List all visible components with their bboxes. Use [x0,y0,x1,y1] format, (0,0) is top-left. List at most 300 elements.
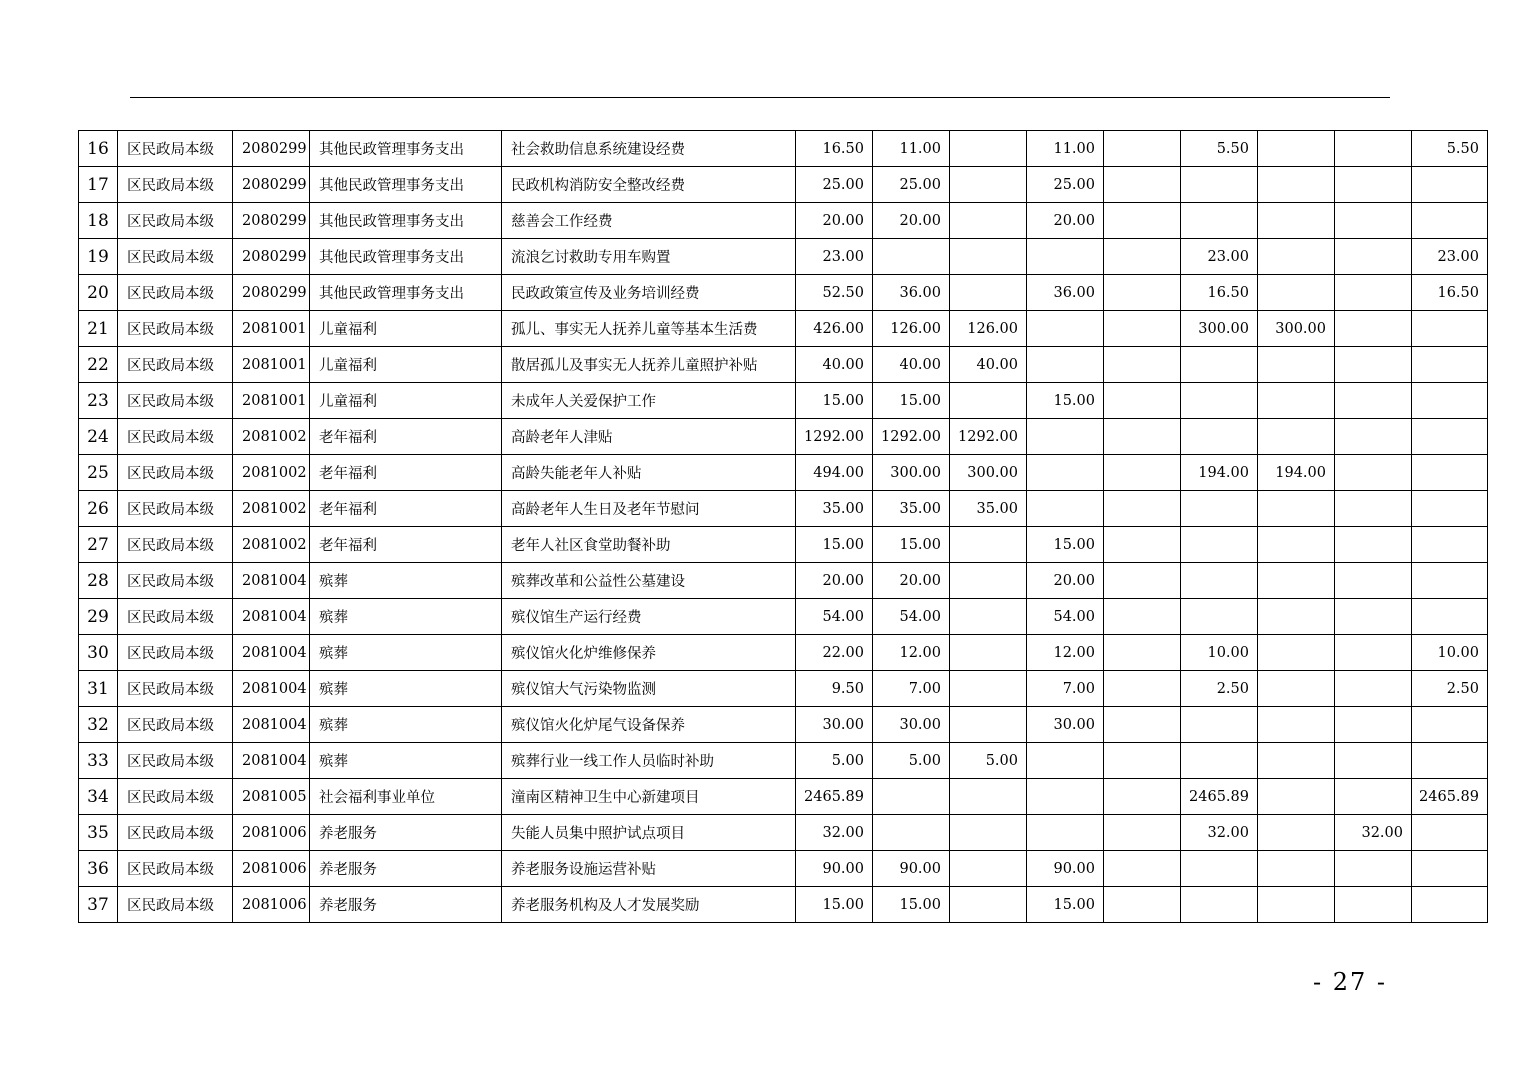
project-name-cell: 流浪乞讨救助专用车购置 [502,239,796,275]
table-row [79,671,1488,707]
function-code-cell: 2081004 [233,707,310,743]
amount-cell-6 [1181,419,1258,455]
project-name-cell: 殡葬行业一线工作人员临时补助 [502,743,796,779]
amount-cell-1: 35.00 [796,491,873,527]
table-row [79,203,1488,239]
project-name-cell: 养老服务机构及人才发展奖励 [502,887,796,923]
amount-cell-7 [1258,851,1335,887]
amount-cell-6: 32.00 [1181,815,1258,851]
category-cell: 养老服务 [310,815,502,851]
unit-cell: 区民政局本级 [118,167,233,203]
amount-cell-2: 54.00 [873,599,950,635]
amount-cell-7 [1258,203,1335,239]
amount-cell-1: 30.00 [796,707,873,743]
amount-cell-9 [1412,563,1488,599]
amount-cell-7 [1258,491,1335,527]
category-cell: 殡葬 [310,743,502,779]
function-code-cell: 2080299 [233,239,310,275]
amount-cell-7 [1258,815,1335,851]
function-code-cell: 2080299 [233,275,310,311]
amount-cell-6 [1181,383,1258,419]
amount-cell-8 [1335,851,1412,887]
unit-cell: 区民政局本级 [118,743,233,779]
row-number: 36 [79,851,118,887]
amount-cell-5 [1104,671,1181,707]
unit-cell: 区民政局本级 [118,131,233,167]
unit-cell: 区民政局本级 [118,527,233,563]
amount-cell-3 [950,131,1027,167]
amount-cell-2: 5.00 [873,743,950,779]
amount-cell-1: 15.00 [796,383,873,419]
amount-cell-2 [873,779,950,815]
amount-cell-6 [1181,203,1258,239]
amount-cell-2: 7.00 [873,671,950,707]
function-code-cell: 2081001 [233,383,310,419]
amount-cell-7 [1258,383,1335,419]
project-name-cell: 慈善会工作经费 [502,203,796,239]
unit-cell: 区民政局本级 [118,455,233,491]
table-row [79,887,1488,923]
amount-cell-6: 10.00 [1181,635,1258,671]
category-cell: 养老服务 [310,851,502,887]
amount-cell-1: 40.00 [796,347,873,383]
amount-cell-7 [1258,707,1335,743]
amount-cell-1: 16.50 [796,131,873,167]
amount-cell-8 [1335,491,1412,527]
amount-cell-4: 90.00 [1027,851,1104,887]
row-number: 19 [79,239,118,275]
amount-cell-5 [1104,707,1181,743]
amount-cell-9 [1412,347,1488,383]
amount-cell-3 [950,599,1027,635]
amount-cell-2: 25.00 [873,167,950,203]
unit-cell: 区民政局本级 [118,383,233,419]
amount-cell-7 [1258,275,1335,311]
function-code-cell: 2081002 [233,527,310,563]
amount-cell-9 [1412,527,1488,563]
unit-cell: 区民政局本级 [118,887,233,923]
function-code-cell: 2081006 [233,887,310,923]
amount-cell-7 [1258,563,1335,599]
project-name-cell: 养老服务设施运营补贴 [502,851,796,887]
amount-cell-2 [873,815,950,851]
amount-cell-9 [1412,815,1488,851]
row-number: 25 [79,455,118,491]
row-number: 27 [79,527,118,563]
amount-cell-6: 300.00 [1181,311,1258,347]
amount-cell-4 [1027,743,1104,779]
amount-cell-8 [1335,203,1412,239]
table-row [79,347,1488,383]
amount-cell-3 [950,203,1027,239]
amount-cell-1: 1292.00 [796,419,873,455]
row-number: 24 [79,419,118,455]
amount-cell-8 [1335,635,1412,671]
amount-cell-4 [1027,419,1104,455]
amount-cell-2: 15.00 [873,527,950,563]
amount-cell-1: 15.00 [796,527,873,563]
amount-cell-5 [1104,563,1181,599]
amount-cell-4: 20.00 [1027,203,1104,239]
table-row [79,167,1488,203]
amount-cell-5 [1104,131,1181,167]
amount-cell-6 [1181,599,1258,635]
budget-table [78,130,1488,923]
amount-cell-1: 52.50 [796,275,873,311]
function-code-cell: 2081004 [233,599,310,635]
amount-cell-5 [1104,779,1181,815]
amount-cell-9 [1412,707,1488,743]
amount-cell-6: 2465.89 [1181,779,1258,815]
category-cell: 殡葬 [310,563,502,599]
unit-cell: 区民政局本级 [118,851,233,887]
row-number: 22 [79,347,118,383]
amount-cell-8 [1335,383,1412,419]
unit-cell: 区民政局本级 [118,779,233,815]
amount-cell-6: 194.00 [1181,455,1258,491]
amount-cell-2: 36.00 [873,275,950,311]
category-cell: 儿童福利 [310,347,502,383]
amount-cell-8 [1335,455,1412,491]
amount-cell-5 [1104,635,1181,671]
amount-cell-4: 15.00 [1027,383,1104,419]
amount-cell-5 [1104,239,1181,275]
amount-cell-3 [950,815,1027,851]
amount-cell-9 [1412,167,1488,203]
amount-cell-1: 20.00 [796,203,873,239]
amount-cell-4: 12.00 [1027,635,1104,671]
project-name-cell: 失能人员集中照护试点项目 [502,815,796,851]
unit-cell: 区民政局本级 [118,671,233,707]
project-name-cell: 社会救助信息系统建设经费 [502,131,796,167]
function-code-cell: 2081004 [233,635,310,671]
category-cell: 殡葬 [310,635,502,671]
amount-cell-1: 5.00 [796,743,873,779]
category-cell: 其他民政管理事务支出 [310,203,502,239]
amount-cell-2: 11.00 [873,131,950,167]
table-row [79,491,1488,527]
amount-cell-1: 32.00 [796,815,873,851]
amount-cell-6: 5.50 [1181,131,1258,167]
category-cell: 儿童福利 [310,383,502,419]
function-code-cell: 2080299 [233,167,310,203]
amount-cell-3 [950,383,1027,419]
row-number: 34 [79,779,118,815]
row-number: 37 [79,887,118,923]
unit-cell: 区民政局本级 [118,203,233,239]
amount-cell-8 [1335,743,1412,779]
table-row [79,131,1488,167]
row-number: 17 [79,167,118,203]
row-number: 33 [79,743,118,779]
row-number: 30 [79,635,118,671]
project-name-cell: 潼南区精神卫生中心新建项目 [502,779,796,815]
amount-cell-5 [1104,419,1181,455]
unit-cell: 区民政局本级 [118,491,233,527]
table-row [79,779,1488,815]
amount-cell-7 [1258,779,1335,815]
amount-cell-7 [1258,527,1335,563]
amount-cell-3: 300.00 [950,455,1027,491]
row-number: 23 [79,383,118,419]
project-name-cell: 殡仪馆生产运行经费 [502,599,796,635]
amount-cell-4 [1027,815,1104,851]
category-cell: 社会福利事业单位 [310,779,502,815]
unit-cell: 区民政局本级 [118,311,233,347]
amount-cell-7 [1258,743,1335,779]
category-cell: 老年福利 [310,527,502,563]
function-code-cell: 2081005 [233,779,310,815]
amount-cell-2: 300.00 [873,455,950,491]
table-row [79,743,1488,779]
category-cell: 殡葬 [310,599,502,635]
function-code-cell: 2080299 [233,131,310,167]
amount-cell-7 [1258,671,1335,707]
amount-cell-6 [1181,527,1258,563]
amount-cell-3 [950,707,1027,743]
unit-cell: 区民政局本级 [118,815,233,851]
row-number: 21 [79,311,118,347]
amount-cell-9 [1412,419,1488,455]
project-name-cell: 老年人社区食堂助餐补助 [502,527,796,563]
function-code-cell: 2081006 [233,851,310,887]
table-body [79,131,1488,923]
project-name-cell: 孤儿、事实无人抚养儿童等基本生活费 [502,311,796,347]
amount-cell-9 [1412,887,1488,923]
amount-cell-8 [1335,419,1412,455]
amount-cell-3 [950,887,1027,923]
amount-cell-5 [1104,203,1181,239]
row-number: 20 [79,275,118,311]
amount-cell-3 [950,563,1027,599]
unit-cell: 区民政局本级 [118,635,233,671]
function-code-cell: 2081004 [233,563,310,599]
category-cell: 养老服务 [310,887,502,923]
amount-cell-7 [1258,887,1335,923]
amount-cell-3 [950,779,1027,815]
amount-cell-9: 16.50 [1412,275,1488,311]
page-number: - 27 - [1312,968,1387,996]
amount-cell-6 [1181,167,1258,203]
amount-cell-2: 15.00 [873,383,950,419]
amount-cell-9 [1412,599,1488,635]
amount-cell-9: 2465.89 [1412,779,1488,815]
row-number: 29 [79,599,118,635]
project-name-cell: 未成年人关爱保护工作 [502,383,796,419]
amount-cell-5 [1104,347,1181,383]
amount-cell-7: 194.00 [1258,455,1335,491]
row-number: 18 [79,203,118,239]
amount-cell-3 [950,851,1027,887]
amount-cell-8 [1335,131,1412,167]
amount-cell-9 [1412,311,1488,347]
project-name-cell: 殡葬改革和公益性公墓建设 [502,563,796,599]
amount-cell-3: 126.00 [950,311,1027,347]
category-cell: 其他民政管理事务支出 [310,275,502,311]
unit-cell: 区民政局本级 [118,707,233,743]
function-code-cell: 2081004 [233,671,310,707]
amount-cell-6 [1181,743,1258,779]
category-cell: 老年福利 [310,419,502,455]
row-number: 28 [79,563,118,599]
amount-cell-3 [950,671,1027,707]
amount-cell-1: 54.00 [796,599,873,635]
amount-cell-9 [1412,851,1488,887]
row-number: 26 [79,491,118,527]
amount-cell-9 [1412,491,1488,527]
row-number: 32 [79,707,118,743]
category-cell: 老年福利 [310,491,502,527]
amount-cell-4: 15.00 [1027,887,1104,923]
row-number: 16 [79,131,118,167]
amount-cell-7: 300.00 [1258,311,1335,347]
amount-cell-6 [1181,707,1258,743]
amount-cell-3 [950,167,1027,203]
function-code-cell: 2081001 [233,347,310,383]
category-cell: 老年福利 [310,455,502,491]
unit-cell: 区民政局本级 [118,563,233,599]
amount-cell-4 [1027,311,1104,347]
amount-cell-2: 1292.00 [873,419,950,455]
unit-cell: 区民政局本级 [118,599,233,635]
project-name-cell: 殡仪馆火化炉维修保养 [502,635,796,671]
amount-cell-4 [1027,779,1104,815]
unit-cell: 区民政局本级 [118,275,233,311]
category-cell: 殡葬 [310,671,502,707]
amount-cell-1: 90.00 [796,851,873,887]
amount-cell-8 [1335,599,1412,635]
amount-cell-5 [1104,743,1181,779]
amount-cell-9 [1412,743,1488,779]
project-name-cell: 殡仪馆大气污染物监测 [502,671,796,707]
amount-cell-5 [1104,851,1181,887]
amount-cell-6 [1181,851,1258,887]
function-code-cell: 2081002 [233,419,310,455]
amount-cell-3: 35.00 [950,491,1027,527]
category-cell: 儿童福利 [310,311,502,347]
table-row [79,851,1488,887]
amount-cell-5 [1104,599,1181,635]
amount-cell-2: 35.00 [873,491,950,527]
table-row [79,707,1488,743]
amount-cell-5 [1104,167,1181,203]
category-cell: 其他民政管理事务支出 [310,239,502,275]
amount-cell-7 [1258,131,1335,167]
amount-cell-7 [1258,167,1335,203]
amount-cell-9 [1412,203,1488,239]
project-name-cell: 高龄老年人生日及老年节慰问 [502,491,796,527]
amount-cell-1: 15.00 [796,887,873,923]
amount-cell-3: 1292.00 [950,419,1027,455]
amount-cell-1: 22.00 [796,635,873,671]
amount-cell-8 [1335,527,1412,563]
amount-cell-3 [950,635,1027,671]
amount-cell-4: 7.00 [1027,671,1104,707]
amount-cell-6 [1181,491,1258,527]
amount-cell-3: 40.00 [950,347,1027,383]
amount-cell-5 [1104,275,1181,311]
amount-cell-9 [1412,383,1488,419]
category-cell: 其他民政管理事务支出 [310,167,502,203]
project-name-cell: 殡仪馆火化炉尾气设备保养 [502,707,796,743]
amount-cell-4 [1027,491,1104,527]
amount-cell-2: 126.00 [873,311,950,347]
amount-cell-8 [1335,239,1412,275]
amount-cell-6 [1181,887,1258,923]
amount-cell-2: 40.00 [873,347,950,383]
table-row [79,419,1488,455]
amount-cell-4 [1027,347,1104,383]
amount-cell-6: 16.50 [1181,275,1258,311]
function-code-cell: 2081004 [233,743,310,779]
unit-cell: 区民政局本级 [118,347,233,383]
amount-cell-4: 36.00 [1027,275,1104,311]
amount-cell-5 [1104,311,1181,347]
amount-cell-1: 23.00 [796,239,873,275]
amount-cell-3 [950,275,1027,311]
amount-cell-4: 15.00 [1027,527,1104,563]
amount-cell-2: 12.00 [873,635,950,671]
amount-cell-8 [1335,275,1412,311]
header-rule [130,97,1390,98]
amount-cell-5 [1104,815,1181,851]
amount-cell-2 [873,239,950,275]
row-number: 35 [79,815,118,851]
amount-cell-7 [1258,419,1335,455]
table-row [79,599,1488,635]
amount-cell-7 [1258,635,1335,671]
amount-cell-4 [1027,455,1104,491]
amount-cell-5 [1104,455,1181,491]
amount-cell-4: 54.00 [1027,599,1104,635]
amount-cell-8 [1335,887,1412,923]
amount-cell-1: 494.00 [796,455,873,491]
amount-cell-6: 2.50 [1181,671,1258,707]
table-row [79,239,1488,275]
table-row [79,563,1488,599]
project-name-cell: 高龄老年人津贴 [502,419,796,455]
amount-cell-9: 10.00 [1412,635,1488,671]
category-cell: 其他民政管理事务支出 [310,131,502,167]
function-code-cell: 2080299 [233,203,310,239]
table-row [79,635,1488,671]
amount-cell-1: 2465.89 [796,779,873,815]
amount-cell-2: 20.00 [873,563,950,599]
function-code-cell: 2081006 [233,815,310,851]
amount-cell-1: 9.50 [796,671,873,707]
amount-cell-2: 20.00 [873,203,950,239]
amount-cell-8 [1335,311,1412,347]
amount-cell-9: 2.50 [1412,671,1488,707]
category-cell: 殡葬 [310,707,502,743]
amount-cell-8 [1335,707,1412,743]
amount-cell-6 [1181,563,1258,599]
table-row [79,527,1488,563]
amount-cell-8 [1335,563,1412,599]
amount-cell-1: 426.00 [796,311,873,347]
amount-cell-4: 30.00 [1027,707,1104,743]
amount-cell-5 [1104,491,1181,527]
table-row [79,311,1488,347]
amount-cell-3: 5.00 [950,743,1027,779]
amount-cell-8 [1335,671,1412,707]
row-number: 31 [79,671,118,707]
amount-cell-4: 11.00 [1027,131,1104,167]
project-name-cell: 散居孤儿及事实无人抚养儿童照护补贴 [502,347,796,383]
amount-cell-9 [1412,455,1488,491]
function-code-cell: 2081002 [233,455,310,491]
amount-cell-8 [1335,347,1412,383]
